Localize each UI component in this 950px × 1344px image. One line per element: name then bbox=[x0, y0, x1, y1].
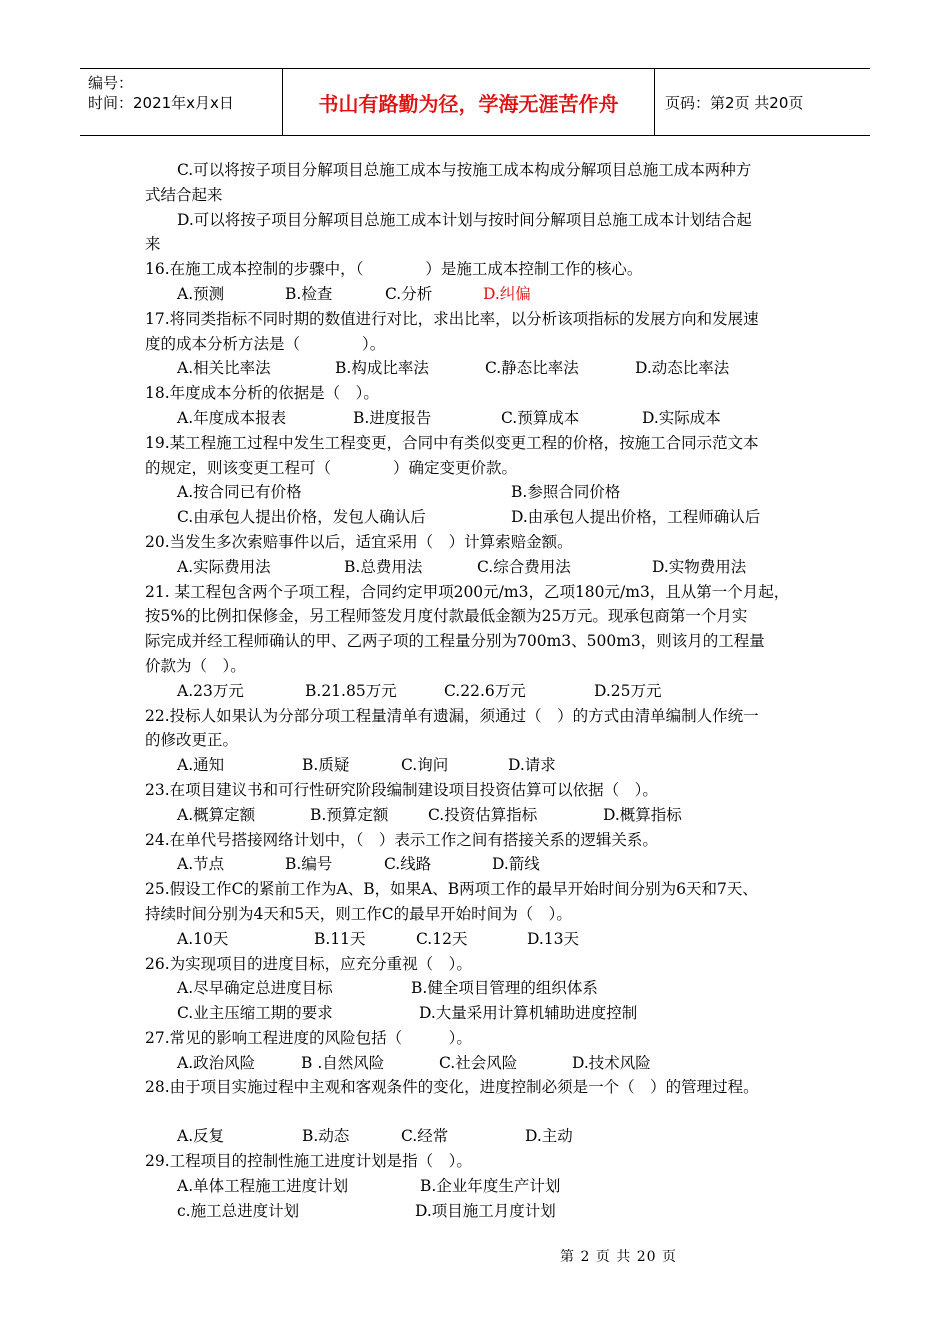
option: D.箭线 bbox=[492, 855, 540, 874]
option: B.检查 bbox=[285, 284, 333, 303]
option: C.22.6万元 bbox=[444, 681, 526, 700]
answer-option: D.纠偏 bbox=[483, 284, 531, 303]
option: B.总费用法 bbox=[344, 557, 423, 576]
question-22-options bbox=[145, 753, 815, 778]
option: D.由承包人提出价格，工程师确认后 bbox=[511, 508, 761, 527]
question-21-line3: 际完成并经工程师确认的甲、乙两子项的工程量分别为700m3、500m3，则该月的工程量 bbox=[145, 632, 765, 651]
option-c-continued-line2: 式结合起来 bbox=[145, 185, 223, 204]
question-28: 28.由于项目实施过程中主观和客观条件的变化，进度控制必须是一个（ ）的管理过程。 bbox=[145, 1078, 759, 1097]
code-label: 编号： bbox=[88, 74, 134, 92]
option: C.经常 bbox=[401, 1127, 449, 1146]
option: D.13天 bbox=[527, 929, 580, 948]
option: B.健全项目管理的组织体系 bbox=[411, 979, 598, 998]
option: A.年度成本报表 bbox=[177, 408, 287, 427]
option: D.请求 bbox=[508, 756, 556, 775]
question-21-line2: 按5%的比例扣保修金，另工程师签发月度付款最低金额为25万元。现承包商第一个月实 bbox=[145, 607, 748, 626]
time-label: 时间：2021年x月x日 bbox=[88, 94, 234, 112]
question-18-options bbox=[145, 406, 815, 431]
question-22-line2: 的修改更正。 bbox=[145, 731, 239, 750]
question-29-options-row1 bbox=[145, 1174, 815, 1199]
option: D.动态比率法 bbox=[635, 359, 730, 378]
page-header bbox=[80, 68, 870, 136]
question-24-options bbox=[145, 852, 815, 877]
option: A.相关比率法 bbox=[177, 359, 271, 378]
option-d-continued-line2: 来 bbox=[145, 235, 161, 254]
question-25-line2: 持续时间分别为4天和5天，则工作C的最早开始时间为（ ）。 bbox=[145, 904, 572, 923]
question-17-line1: 17.将同类指标不同时期的数值进行对比，求出比率，以分析该项指标的发展方向和发展速 bbox=[145, 309, 759, 328]
option: B.质疑 bbox=[302, 756, 350, 775]
option: A.概算定额 bbox=[177, 805, 256, 824]
question-25-line1: 25.假设工作C的紧前工作为A、B，如果A、B两项工作的最早开始时间分别为6天和7天、 bbox=[145, 880, 758, 899]
question-21-options bbox=[145, 679, 815, 704]
option: A.10天 bbox=[177, 929, 229, 948]
option: D.实际成本 bbox=[642, 408, 721, 427]
option-d-continued-line1: D.可以将按子项目分解项目总施工成本计划与按时间分解项目总施工成本计划结合起 bbox=[177, 210, 752, 229]
question-29: 29.工程项目的控制性施工进度计划是指（ ）。 bbox=[145, 1152, 472, 1171]
option: D.技术风险 bbox=[572, 1053, 651, 1072]
option: D.25万元 bbox=[594, 681, 662, 700]
option: C.询问 bbox=[401, 756, 449, 775]
option: B.构成比率法 bbox=[335, 359, 429, 378]
document-body bbox=[145, 158, 815, 1223]
option: C.12天 bbox=[416, 929, 468, 948]
option: B.进度报告 bbox=[353, 408, 432, 427]
question-16-options bbox=[145, 282, 815, 307]
option: C.静态比率法 bbox=[485, 359, 579, 378]
option: D.主动 bbox=[525, 1127, 573, 1146]
option: B .自然风险 bbox=[301, 1053, 385, 1072]
question-20: 20.当发生多次索赔事件以后，适宜采用（ ）计算索赔金额。 bbox=[145, 532, 573, 551]
option: A.单体工程施工进度计划 bbox=[177, 1176, 349, 1195]
question-29-options-row2 bbox=[145, 1199, 815, 1224]
question-17-options bbox=[145, 356, 815, 381]
option: D.概算指标 bbox=[603, 805, 682, 824]
option: D.项目施工月度计划 bbox=[415, 1201, 556, 1220]
header-page-info: 页码：第2页 共20页 bbox=[665, 93, 804, 112]
header-motto: 书山有路勤为径，学海无涯苦作舟 bbox=[283, 69, 655, 135]
option: B.动态 bbox=[302, 1127, 350, 1146]
question-23-options bbox=[145, 803, 815, 828]
option: B.参照合同价格 bbox=[511, 483, 621, 502]
option: C.社会风险 bbox=[439, 1053, 518, 1072]
option: B.企业年度生产计划 bbox=[420, 1176, 561, 1195]
option: B.21.85万元 bbox=[305, 681, 397, 700]
question-27-options bbox=[145, 1051, 815, 1076]
option: C.由承包人提出价格，发包人确认后 bbox=[177, 508, 426, 527]
option: C.预算成本 bbox=[501, 408, 580, 427]
question-24: 24.在单代号搭接网络计划中，（ ）表示工作之间有搭接关系的逻辑关系。 bbox=[145, 830, 658, 849]
question-26: 26.为实现项目的进度目标，应充分重视（ ）。 bbox=[145, 954, 472, 973]
option-c-continued-line1: C.可以将按子项目分解项目总施工成本与按施工成本构成分解项目总施工成本两种方 bbox=[177, 161, 752, 179]
option: D.大量采用计算机辅助进度控制 bbox=[419, 1004, 638, 1023]
question-27: 27.常见的影响工程进度的风险包括（ ）。 bbox=[145, 1028, 472, 1047]
option: C.线路 bbox=[384, 855, 432, 874]
question-23: 23.在项目建议书和可行性研究阶段编制建设项目投资估算可以依据（ ）。 bbox=[145, 780, 658, 799]
question-20-options bbox=[145, 555, 815, 580]
option: A.尽早确定总进度目标 bbox=[177, 979, 333, 998]
question-28-options bbox=[145, 1124, 815, 1149]
question-21-line1: 21. 某工程包含两个子项工程，合同约定甲项200元/m3，乙项180元/m3，且从第一个月起， bbox=[145, 582, 790, 601]
option: B.预算定额 bbox=[310, 805, 389, 824]
question-25-options bbox=[145, 927, 815, 952]
question-17-line2: 度的成本分析方法是（ ）。 bbox=[145, 334, 386, 353]
option: B.编号 bbox=[285, 855, 333, 874]
question-19-options-row1 bbox=[145, 480, 815, 505]
option: c.施工总进度计划 bbox=[177, 1201, 300, 1220]
option: C.投资估算指标 bbox=[428, 805, 538, 824]
option: A.实际费用法 bbox=[177, 557, 271, 576]
question-26-options-row1 bbox=[145, 976, 815, 1001]
question-22-line1: 22.投标人如果认为分部分项工程量清单有遗漏，须通过（ ）的方式由清单编制人作统一 bbox=[145, 706, 759, 725]
option: A.通知 bbox=[177, 756, 225, 775]
question-19-line1: 19.某工程施工过程中发生工程变更，合同中有类似变更工程的价格，按施工合同示范文本 bbox=[145, 433, 759, 452]
option: A.23万元 bbox=[177, 681, 244, 700]
option: A.按合同已有价格 bbox=[177, 483, 302, 502]
option: A.预测 bbox=[177, 284, 225, 303]
question-21-line4: 价款为（ ）。 bbox=[145, 656, 246, 675]
question-26-options-row2 bbox=[145, 1001, 815, 1026]
option: B.11天 bbox=[314, 929, 366, 948]
spacer bbox=[145, 1100, 815, 1124]
question-18: 18.年度成本分析的依据是（ ）。 bbox=[145, 384, 379, 403]
option: A.政治风险 bbox=[177, 1053, 256, 1072]
option: C.分析 bbox=[385, 284, 433, 303]
page-footer: 第 2 页 共 20 页 bbox=[560, 1249, 677, 1265]
option: A.反复 bbox=[177, 1127, 225, 1146]
option: D.实物费用法 bbox=[652, 557, 747, 576]
option: C.业主压缩工期的要求 bbox=[177, 1004, 333, 1023]
option: C.综合费用法 bbox=[477, 557, 571, 576]
question-19-line2: 的规定，则该变更工程可（ ）确定变更价款。 bbox=[145, 458, 518, 477]
question-19-options-row2 bbox=[145, 505, 815, 530]
option: A.节点 bbox=[177, 855, 225, 874]
question-16: 16.在施工成本控制的步骤中，（ ）是施工成本控制工作的核心。 bbox=[145, 260, 643, 279]
header-meta bbox=[80, 69, 283, 135]
